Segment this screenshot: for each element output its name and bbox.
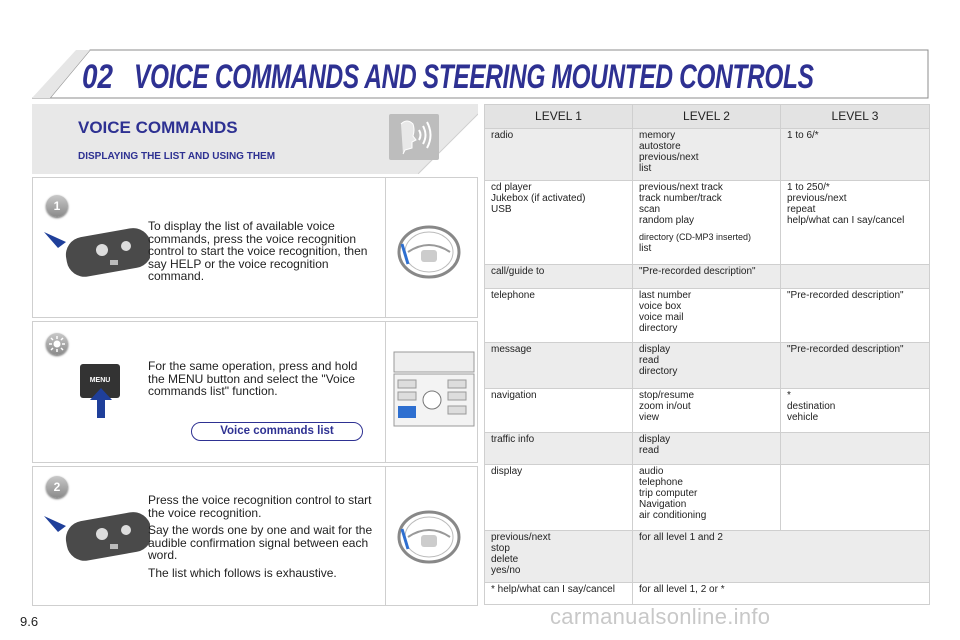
level-3-cell xyxy=(781,343,930,389)
cell-line: display xyxy=(639,434,671,445)
cell-line: * xyxy=(787,390,791,401)
cell-line: memory xyxy=(639,130,676,141)
cell-line: radio xyxy=(491,130,514,141)
cell-line: message xyxy=(491,344,532,355)
step-2-image xyxy=(385,467,477,605)
level-1-cell xyxy=(485,465,633,531)
level-1-cell xyxy=(485,129,633,181)
cell-line: voice box xyxy=(639,301,682,312)
voice-commands-table xyxy=(484,104,930,605)
table-row xyxy=(485,389,930,433)
cell-line: view xyxy=(639,412,660,423)
step-2-paragraph-3: The list which follows is exhaustive. xyxy=(148,565,337,580)
cell-line: navigation xyxy=(491,390,537,401)
level-3-cell xyxy=(781,265,930,289)
voice-recognition-icon xyxy=(389,114,439,160)
cell-line: yes/no xyxy=(491,565,521,576)
radio-panel-icon xyxy=(386,322,478,464)
cell-line: telephone xyxy=(639,477,683,488)
sun-icon xyxy=(46,333,68,355)
step-menu-text xyxy=(148,360,376,403)
voice-control-stalk-icon xyxy=(40,220,150,292)
level-2-cell xyxy=(633,181,781,265)
level-1-cell xyxy=(485,343,633,389)
cell-line: telephone xyxy=(491,290,535,301)
table-row xyxy=(485,583,930,605)
level-1-cell xyxy=(485,181,633,265)
chapter-header xyxy=(30,46,930,100)
arrow-up-icon xyxy=(90,388,112,418)
level-2-cell xyxy=(633,433,781,465)
cell-line: track number/track xyxy=(639,193,722,204)
step-menu-paragraph: For the same operation, press and hold the MENU button and select the "Voice commands list" function. xyxy=(148,359,358,398)
cell-line: "Pre-recorded description" xyxy=(639,266,756,277)
cell-note-line: directory (CD-MP3 inserted) xyxy=(639,232,752,242)
level-1-cell xyxy=(485,531,633,583)
level-3-cell xyxy=(781,129,930,181)
cell-line: autostore xyxy=(639,141,681,152)
level-3-header: LEVEL 3 xyxy=(781,105,930,129)
level-2-cell xyxy=(633,531,930,583)
level-3-cell xyxy=(781,289,930,343)
level-3-cell xyxy=(781,181,930,265)
cell-line: Jukebox (if activated) xyxy=(491,193,586,204)
level-3-cell xyxy=(781,389,930,433)
step-menu-image xyxy=(385,322,477,462)
cell-line: * help/what can I say/cancel xyxy=(491,584,615,595)
cell-line: help/what can I say/cancel xyxy=(787,215,905,226)
cell-line: stop/resume xyxy=(639,390,695,401)
chapter-title: VOICE COMMANDS AND STEERING MOUNTED CONTROLS xyxy=(134,58,814,96)
table-row xyxy=(485,129,930,181)
step-2-paragraph-1: Press the voice recognition control to start the voice recognition. xyxy=(148,493,372,520)
cell-line: Navigation xyxy=(639,499,687,510)
cell-line: traffic info xyxy=(491,434,535,445)
level-1-cell xyxy=(485,583,633,605)
table-row xyxy=(485,181,930,265)
table-row xyxy=(485,265,930,289)
cell-line: previous/next track xyxy=(639,182,723,193)
level-1-cell xyxy=(485,389,633,433)
cell-line: random play xyxy=(639,215,695,226)
watermark: carmanualsonline.info xyxy=(550,604,771,629)
level-2-cell xyxy=(633,289,781,343)
level-2-cell xyxy=(633,343,781,389)
page-number: 9.6 xyxy=(20,614,39,629)
cell-line: destination xyxy=(787,401,836,412)
cell-line: display xyxy=(491,466,523,477)
cell-line: repeat xyxy=(787,204,816,215)
voice-control-stalk-icon xyxy=(40,504,150,576)
level-2-cell xyxy=(633,465,781,531)
cell-line: last number xyxy=(639,290,692,301)
cell-line: air conditioning xyxy=(639,510,707,521)
cell-note-line: list xyxy=(639,243,652,254)
step-2-badge: 2 xyxy=(46,476,68,498)
chapter-number: 02 xyxy=(82,58,114,96)
table-row xyxy=(485,465,930,531)
cell-line: previous/next xyxy=(491,532,551,543)
steering-wheel-icon xyxy=(386,178,478,319)
cell-line: USB xyxy=(491,204,512,215)
cell-line: list xyxy=(639,163,652,174)
cell-line: directory xyxy=(639,323,678,334)
level-3-cell xyxy=(781,433,930,465)
cell-line: "Pre-recorded description" xyxy=(787,344,904,355)
level-2-cell xyxy=(633,583,930,605)
level-1-cell xyxy=(485,433,633,465)
voice-commands-list-label: Voice commands list xyxy=(191,422,363,441)
cell-line: for all level 1 and 2 xyxy=(639,532,723,543)
level-3-cell xyxy=(781,465,930,531)
step-1-text xyxy=(148,220,376,288)
cell-line: "Pre-recorded description" xyxy=(787,290,904,301)
cell-line: audio xyxy=(639,466,664,477)
table-row xyxy=(485,343,930,389)
step-2-text xyxy=(148,494,376,584)
cell-line: 1 to 6/* xyxy=(787,130,819,141)
cell-line: read xyxy=(639,445,660,456)
step-1-paragraph: To display the list of available voice commands, press the voice recognition control to start the voice recognition, then say HELP or the voice recognition command. xyxy=(148,219,368,283)
level-1-cell xyxy=(485,265,633,289)
section-subtitle: DISPLAYING THE LIST AND USING THEM xyxy=(78,151,276,162)
step-2-paragraph-2: Say the words one by one and wait for the audible confirmation signal between each word. xyxy=(148,523,373,562)
cell-line: display xyxy=(639,344,671,355)
step-1-badge: 1 xyxy=(46,195,68,217)
cell-line: directory xyxy=(639,366,678,377)
cell-line: read xyxy=(639,355,660,366)
cell-line: for all level 1, 2 or * xyxy=(639,584,725,595)
menu-button: MENU xyxy=(80,364,120,398)
cell-line: stop xyxy=(491,543,510,554)
cell-line: cd player xyxy=(491,182,532,193)
level-2-cell xyxy=(633,265,781,289)
cell-line: trip computer xyxy=(639,488,698,499)
level-2-cell xyxy=(633,389,781,433)
table-header-row xyxy=(485,105,930,129)
cell-line: call/guide to xyxy=(491,266,545,277)
steering-wheel-icon xyxy=(386,467,478,607)
level-1-header: LEVEL 1 xyxy=(485,105,633,129)
section-title: VOICE COMMANDS xyxy=(78,118,238,137)
table-row xyxy=(485,433,930,465)
cell-line: vehicle xyxy=(787,412,819,423)
level-2-cell xyxy=(633,129,781,181)
cell-line: voice mail xyxy=(639,312,684,323)
cell-line: scan xyxy=(639,204,661,215)
cell-line: zoom in/out xyxy=(639,401,691,412)
cell-line: previous/next xyxy=(787,193,847,204)
step-1-image xyxy=(385,178,477,317)
level-2-header: LEVEL 2 xyxy=(633,105,781,129)
table-row xyxy=(485,289,930,343)
level-1-cell xyxy=(485,289,633,343)
cell-line: delete xyxy=(491,554,519,565)
cell-line: 1 to 250/* xyxy=(787,182,830,193)
table-row xyxy=(485,531,930,583)
cell-line: previous/next xyxy=(639,152,699,163)
